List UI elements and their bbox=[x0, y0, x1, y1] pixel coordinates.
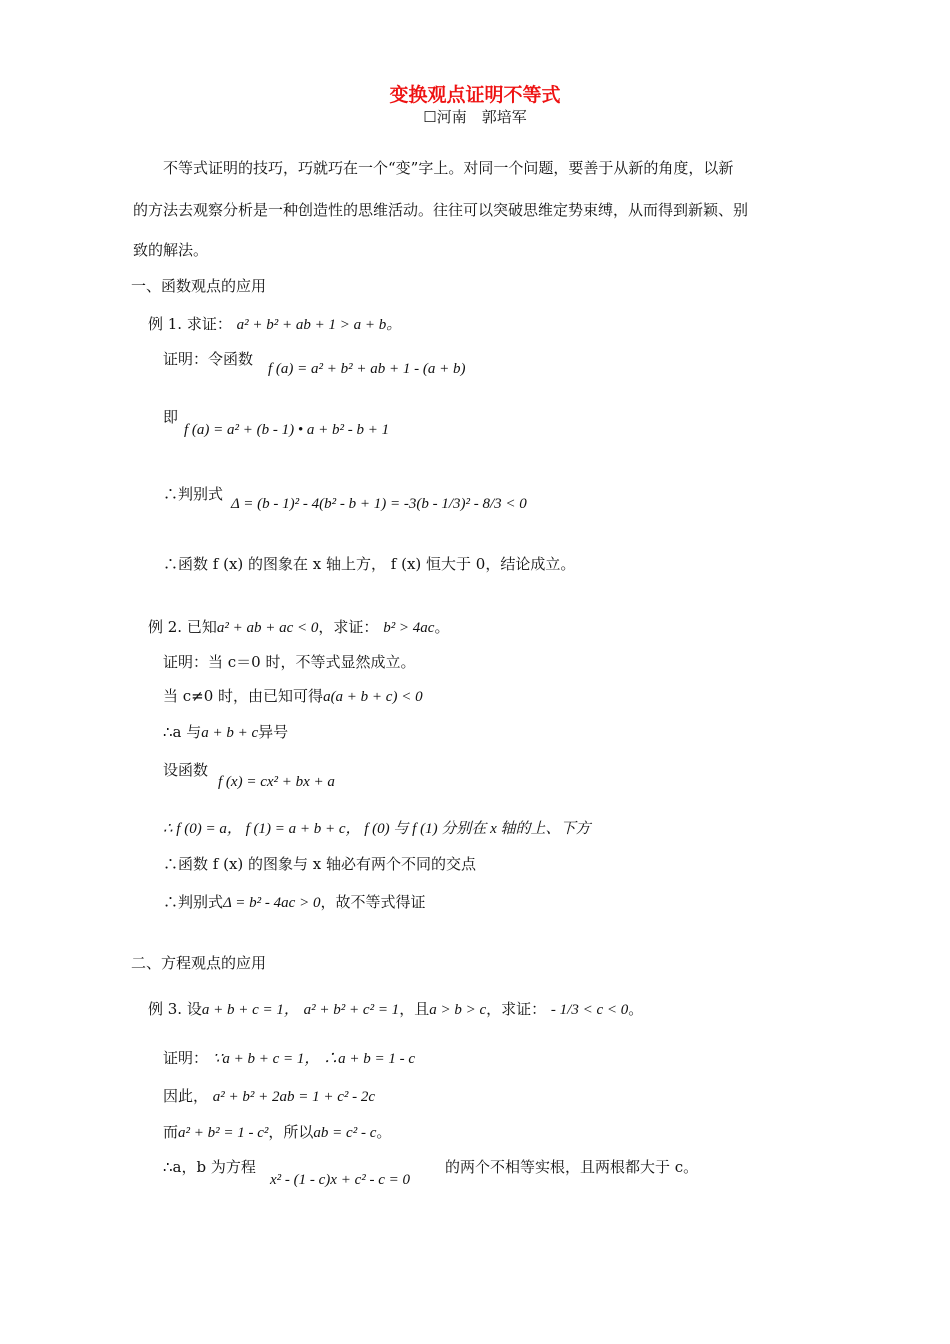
example-2-line-3-a: ∴a 与 bbox=[163, 723, 202, 741]
example-2-goal: b² > 4ac bbox=[383, 620, 435, 636]
author-line: ☐河南 郭培军 bbox=[423, 108, 527, 126]
example-2-line-3-b: 异号 bbox=[258, 723, 289, 741]
example-2-line-3-formula: a + b + c bbox=[201, 725, 259, 741]
example-3-line-4-label: ∴a，b 为方程 bbox=[163, 1158, 256, 1176]
example-2-line-7-label: ∴判别式 bbox=[163, 893, 224, 911]
example-2-line-2 bbox=[163, 686, 423, 707]
example-2 bbox=[148, 617, 449, 638]
example-1-proof-formula: f (a) = a² + b² + ab + 1 - (a + b) bbox=[268, 361, 466, 377]
example-1-proof-label: 证明：令函数 bbox=[163, 350, 254, 368]
example-3-line-2 bbox=[163, 1086, 375, 1107]
example-2-line-3 bbox=[163, 722, 288, 743]
example-1-disc-label: ∴判别式 bbox=[163, 485, 224, 503]
example-3-line-3 bbox=[163, 1122, 391, 1143]
example-2-line-2-text: 当 c≠0 时，由已知可得 bbox=[163, 687, 324, 705]
example-3-label: 例 3. 设 bbox=[148, 1000, 202, 1018]
example-1-disc-formula: Δ = (b - 1)² - 4(b² - b + 1) = -3(b - 1/3)² - 8/3 < 0 bbox=[231, 496, 527, 512]
example-1-label: 例 1. 求证： bbox=[148, 315, 232, 333]
page-title: 变换观点证明不等式 bbox=[389, 84, 561, 106]
example-3-cond-3: a > b > c bbox=[429, 1002, 487, 1018]
example-2-line-7 bbox=[163, 892, 425, 913]
example-3 bbox=[148, 999, 643, 1020]
example-2-given: a² + ab + ac < 0 bbox=[216, 620, 319, 636]
section-heading-2: 二、方程观点的应用 bbox=[131, 954, 267, 972]
example-3-end: 。 bbox=[628, 1000, 644, 1018]
example-3-and: ，且 bbox=[399, 1000, 430, 1018]
example-3-line-2-label: 因此， bbox=[163, 1087, 209, 1105]
example-3-line-3-formula: a² + b² = 1 - c² bbox=[178, 1125, 269, 1141]
example-3-line-3-formula-2: ab = c² - c bbox=[313, 1125, 377, 1141]
example-3-mid: ，求证： bbox=[486, 1000, 547, 1018]
intro-line-1: 不等式证明的技巧，巧就巧在一个“变”字上。对同一个问题，要善于从新的角度，以新 bbox=[163, 159, 734, 177]
example-3-line-4-end: 的两个不相等实根，且两根都大于 c。 bbox=[445, 1158, 699, 1176]
intro-line-3: 致的解法。 bbox=[133, 241, 209, 259]
example-2-mid: ，求证： bbox=[318, 618, 379, 636]
example-3-line-4-formula: x² - (1 - c)x + c² - c = 0 bbox=[270, 1172, 411, 1188]
example-2-line-4-label: 设函数 bbox=[163, 761, 209, 779]
example-1 bbox=[148, 314, 401, 335]
section-heading-1: 一、函数观点的应用 bbox=[131, 277, 267, 295]
example-3-line-2-formula: a² + b² + 2ab = 1 + c² - 2c bbox=[212, 1089, 376, 1105]
example-3-line-3-mid: ，所以 bbox=[268, 1123, 314, 1141]
example-3-line-3-end: 。 bbox=[376, 1123, 392, 1141]
example-2-line-5: ∴ f (0) = a， f (1) = a + b + c， f (0) 与 f (1) 分别在 x 轴的上、下方 bbox=[163, 821, 591, 837]
example-3-goal: - 1/3 < c < 0 bbox=[550, 1002, 629, 1018]
example-3-line-1 bbox=[163, 1048, 415, 1069]
intro-line-2: 的方法去观察分析是一种创造性的思维活动。往往可以突破思维定势束缚，从而得到新颖、别 bbox=[133, 201, 749, 219]
example-3-cond-1: a + b + c = 1， bbox=[201, 1002, 299, 1018]
example-1-ji-label: 即 bbox=[163, 408, 179, 426]
example-2-line-2-formula: a(a + b + c) < 0 bbox=[323, 689, 423, 705]
example-2-end: 。 bbox=[434, 618, 450, 636]
example-2-line-6: ∴函数 f (x) 的图象与 x 轴必有两个不同的交点 bbox=[163, 855, 477, 873]
example-3-cond-2: a² + b² + c² = 1 bbox=[303, 1002, 400, 1018]
example-2-label: 例 2. 已知 bbox=[148, 618, 217, 636]
example-1-ji-formula: f (a) = a² + (b - 1) • a + b² - b + 1 bbox=[184, 422, 390, 438]
example-2-line-7-end: ，故不等式得证 bbox=[320, 893, 426, 911]
example-3-line-1-formula: ∵a + b + c = 1， ∴a + b = 1 - c bbox=[212, 1051, 416, 1067]
example-3-line-1-label: 证明： bbox=[163, 1049, 209, 1067]
example-1-conclusion: ∴函数 f (x) 的图象在 x 轴上方， f (x) 恒大于 0，结论成立。 bbox=[163, 555, 576, 573]
example-2-line-1: 证明：当 c＝0 时，不等式显然成立。 bbox=[163, 653, 416, 671]
example-2-line-4-formula: f (x) = cx² + bx + a bbox=[218, 774, 335, 790]
example-1-formula: a² + b² + ab + 1 > a + b。 bbox=[236, 317, 402, 333]
example-3-line-3-label: 而 bbox=[163, 1123, 179, 1141]
example-2-line-7-formula: Δ = b² - 4ac > 0 bbox=[223, 895, 321, 911]
